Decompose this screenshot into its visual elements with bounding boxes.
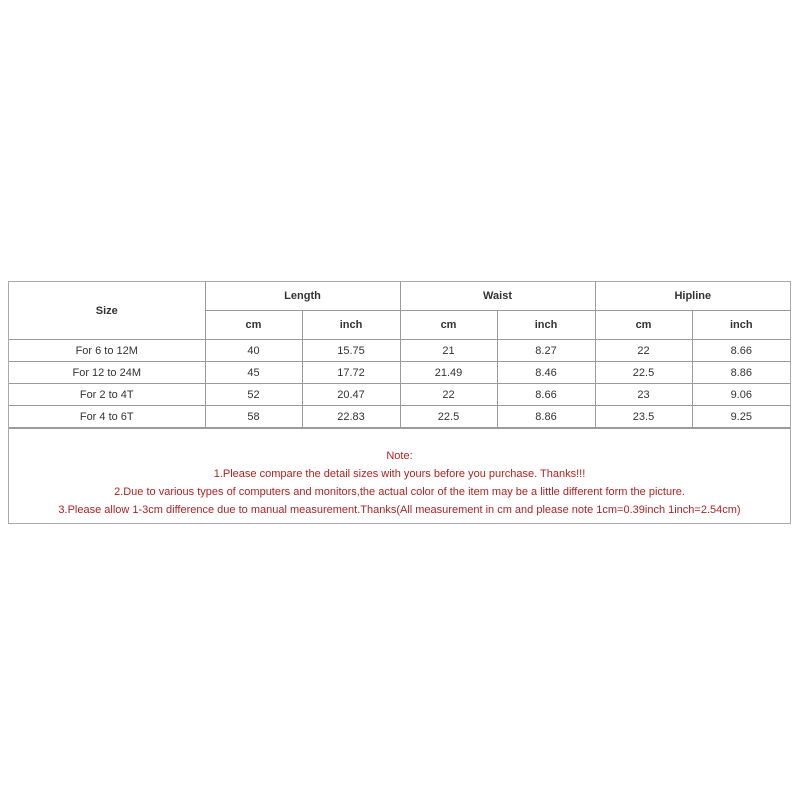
table-row [9,384,790,406]
unit-header: inch [302,311,400,340]
waist-header: Waist [400,282,595,311]
value-cell: 23 [595,384,692,406]
unit-header: cm [205,311,302,340]
value-cell: 17.72 [302,362,400,384]
value-cell: 21.49 [400,362,497,384]
value-cell: 8.46 [497,362,595,384]
value-cell: 22 [400,384,497,406]
value-cell: 22.83 [302,406,400,428]
unit-header: cm [595,311,692,340]
size-header: Size [9,282,205,340]
length-header: Length [205,282,400,311]
value-cell: 15.75 [302,340,400,362]
value-cell: 8.86 [497,406,595,428]
value-cell: 21 [400,340,497,362]
table-row [9,406,790,428]
value-cell: 8.66 [497,384,595,406]
note-line: 1.Please compare the detail sizes with yours before you purchase. Thanks!!! [213,468,586,480]
value-cell: 8.86 [692,362,790,384]
table-row [9,340,790,362]
value-cell: 23.5 [595,406,692,428]
value-cell: 9.25 [692,406,790,428]
value-cell: 45 [205,362,302,384]
unit-header: cm [400,311,497,340]
value-cell: 22.5 [400,406,497,428]
size-cell: For 2 to 4T [9,384,205,406]
value-cell: 8.27 [497,340,595,362]
value-cell: 22 [595,340,692,362]
unit-header: inch [692,311,790,340]
size-cell: For 6 to 12M [9,340,205,362]
header-row-groups [9,282,790,311]
notes-title: Note: [386,450,413,462]
value-cell: 8.66 [692,340,790,362]
size-table [9,282,790,428]
value-cell: 20.47 [302,384,400,406]
unit-header: inch [497,311,595,340]
note-line: 3.Please allow 1-3cm difference due to manual measurement.Thanks(All measurement in cm and please note 1cm=0.39inch 1inch=2.54cm) [58,504,741,516]
size-cell: For 12 to 24M [9,362,205,384]
value-cell: 40 [205,340,302,362]
hipline-header: Hipline [595,282,790,311]
value-cell: 22.5 [595,362,692,384]
size-cell: For 4 to 6T [9,406,205,428]
note-line: 2.Due to various types of computers and monitors,the actual color of the item may be a little different form the picture. [114,486,685,498]
value-cell: 58 [205,406,302,428]
size-chart [8,281,791,524]
value-cell: 9.06 [692,384,790,406]
table-row [9,362,790,384]
notes-section [9,428,790,523]
value-cell: 52 [205,384,302,406]
